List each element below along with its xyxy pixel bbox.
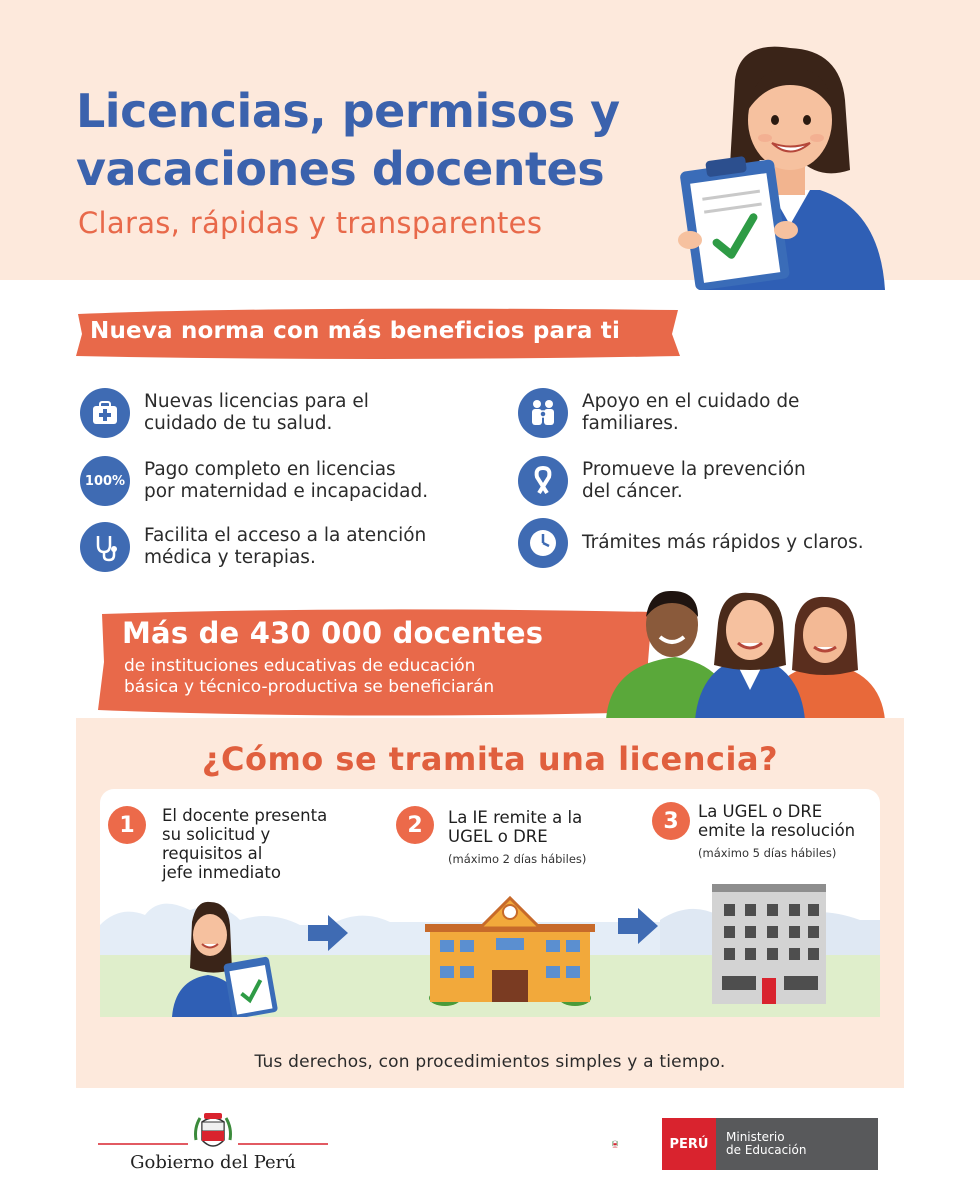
ministerio-line: de Educación bbox=[726, 1143, 807, 1157]
benefit-item-family-care bbox=[518, 388, 922, 438]
page-title bbox=[76, 82, 716, 198]
step-2-text bbox=[448, 808, 582, 846]
coat-of-arms-icon bbox=[196, 1113, 231, 1146]
benefit-item-health bbox=[80, 388, 484, 438]
step-line: requisitos al bbox=[162, 844, 263, 863]
percent-badge-text: 100% bbox=[84, 473, 126, 489]
gobierno-text: Gobierno del Perú bbox=[130, 1152, 296, 1173]
process-title: ¿Cómo se tramita una licencia? bbox=[201, 740, 779, 778]
seal-icon bbox=[610, 1139, 619, 1148]
benefit-text-line: Facilita el acceso a la atención bbox=[144, 525, 427, 546]
benefit-text-line: del cáncer. bbox=[582, 481, 683, 502]
step-line: UGEL o DRE bbox=[448, 827, 548, 846]
step-number-3: 3 bbox=[652, 802, 690, 840]
step-line: La IE remite a la bbox=[448, 808, 583, 827]
step-3-note: (máximo 5 días hábiles) bbox=[698, 846, 837, 860]
benefit-text-line: cuidado de tu salud. bbox=[144, 413, 333, 434]
medical-kit-icon bbox=[80, 388, 130, 438]
step-line: emite la resolución bbox=[698, 821, 856, 840]
ministerio-line: Ministerio bbox=[726, 1130, 785, 1144]
step-line: su solicitud y bbox=[162, 825, 271, 844]
school-building-icon bbox=[425, 898, 595, 1006]
step-line: La UGEL o DRE bbox=[698, 802, 823, 821]
stat-title: Más de 430 000 docentes bbox=[122, 616, 544, 650]
benefit-text-line: médica y terapias. bbox=[144, 547, 316, 568]
step-3-text bbox=[698, 802, 855, 840]
office-building-icon bbox=[712, 884, 826, 1004]
step-2-note: (máximo 2 días hábiles) bbox=[448, 852, 587, 866]
ministerio-label bbox=[716, 1118, 878, 1170]
title-line-2: vacaciones docentes bbox=[76, 142, 605, 196]
benefit-item-payment bbox=[80, 456, 484, 506]
benefits-banner-text: Nueva norma con más beneficios para ti bbox=[90, 318, 621, 344]
benefit-text-line: por maternidad e incapacidad. bbox=[144, 481, 429, 502]
step-line: jefe inmediato bbox=[162, 863, 281, 882]
peru-label: PERÚ bbox=[662, 1118, 716, 1170]
process-footer-text: Tus derechos, con procedimientos simples y a tiempo. bbox=[254, 1052, 726, 1072]
benefit-text-line: Promueve la prevención bbox=[582, 459, 806, 480]
stethoscope-icon bbox=[80, 522, 130, 572]
step-1-text bbox=[162, 806, 327, 882]
benefit-text-line: Pago completo en licencias bbox=[144, 459, 396, 480]
benefit-text-line: Nuevas licencias para el bbox=[144, 391, 369, 412]
teacher-clipboard-illustration bbox=[660, 40, 920, 290]
benefit-item-cancer-prevention bbox=[518, 456, 922, 506]
step-number-1: 1 bbox=[108, 806, 146, 844]
benefit-text-line: Trámites más rápidos y claros. bbox=[582, 532, 864, 553]
clock-icon bbox=[518, 518, 568, 568]
percent-100-icon bbox=[80, 456, 130, 506]
stat-subtitle bbox=[124, 656, 644, 698]
benefit-item-medical-access bbox=[80, 522, 484, 572]
teachers-group-illustration bbox=[600, 585, 890, 720]
step-number-2: 2 bbox=[396, 806, 434, 844]
benefit-text-line: familiares. bbox=[582, 413, 679, 434]
step-line: El docente presenta bbox=[162, 806, 328, 825]
benefit-item-fast-procedures bbox=[518, 518, 922, 568]
cancer-ribbon-icon bbox=[518, 456, 568, 506]
title-line-1: Licencias, permisos y bbox=[76, 84, 620, 138]
stat-line: básica y técnico-productiva se beneficiarán bbox=[124, 677, 495, 697]
benefit-text-line: Apoyo en el cuidado de bbox=[582, 391, 800, 412]
process-scene-illustration bbox=[100, 880, 880, 1017]
stat-line: de instituciones educativas de educación bbox=[124, 656, 476, 676]
family-icon bbox=[518, 388, 568, 438]
page-subtitle: Claras, rápidas y transparentes bbox=[78, 206, 543, 240]
minedu-seal bbox=[610, 1116, 662, 1172]
